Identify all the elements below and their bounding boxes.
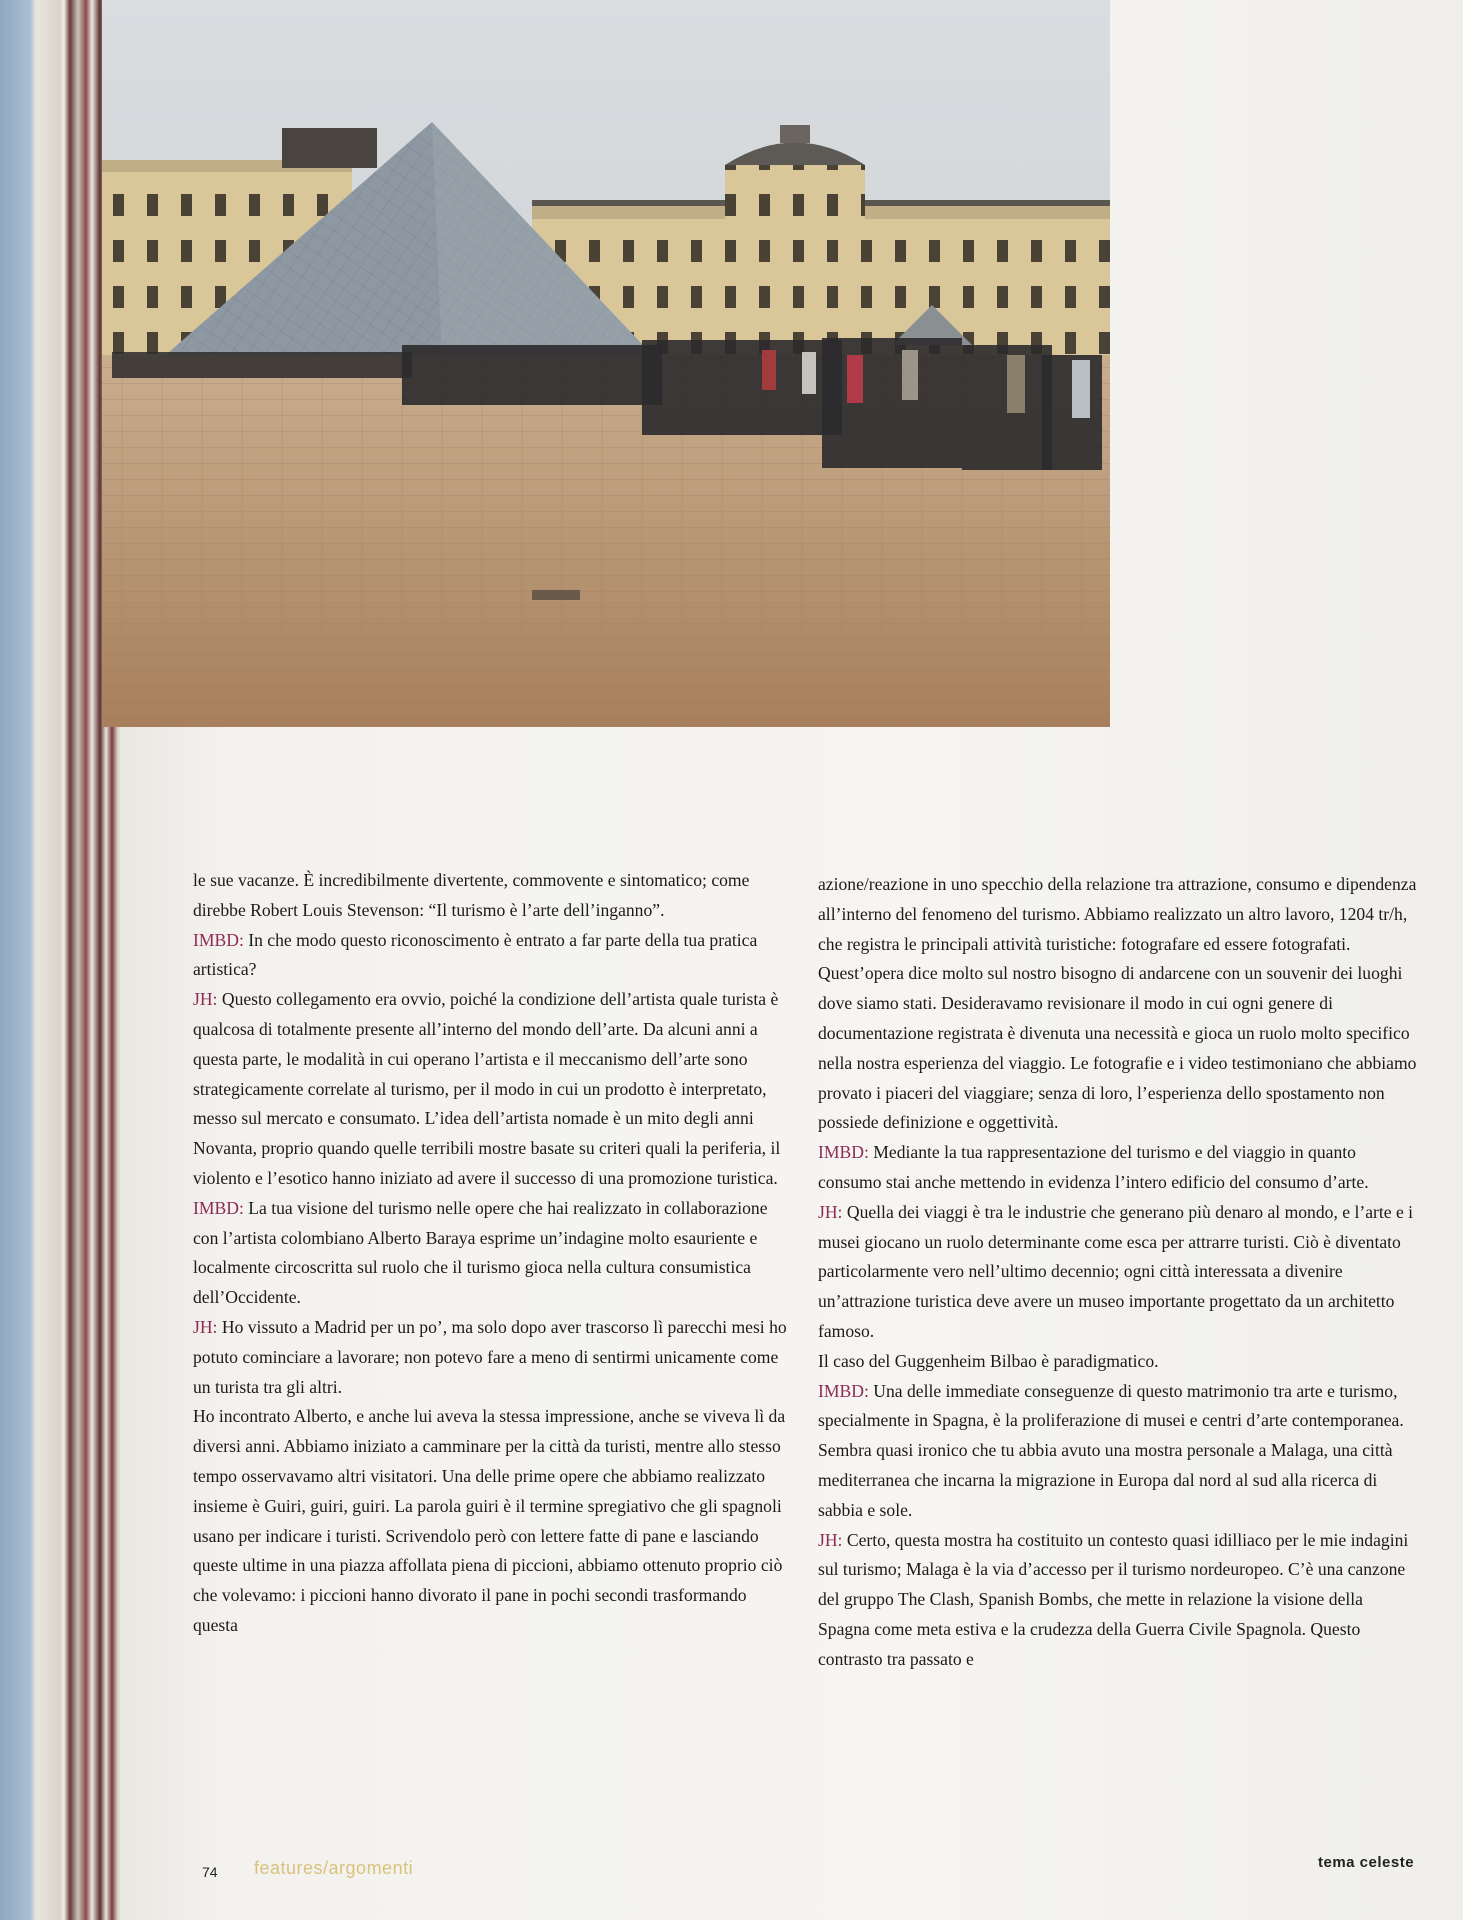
speaker-label: IMBD: — [193, 1197, 244, 1218]
paragraph-text: le sue vacanze. È incredibilmente divertente, commovente e sintomatico; come direbbe Robert Louis Stevenson: “Il turismo è l’arte dell’inganno”. — [193, 870, 750, 920]
speaker-label: IMBD: — [818, 1142, 869, 1163]
paragraph-text: Il caso del Guggenheim Bilbao è paradigmatico. — [818, 1350, 1159, 1371]
section-label: features/argomenti — [254, 1858, 414, 1878]
paragraph — [193, 926, 793, 986]
paragraph-text: Certo, questa mostra ha costituito un contesto quasi idilliaco per le mie indagini sul turismo; Malaga è la via d’accesso per il turismo nordeuropeo. C’è una canzone del gruppo The Clash, Spanish Bombs, che mette in relazione la visione della Spagna come meta estiva e la crudezza della Guerra Civile Spagnola. Questo contrasto tra passato e — [818, 1529, 1409, 1669]
paragraph-text: Mediante la tua rappresentazione del turismo e del viaggio in quanto consumo stai anche mettendo in evidenza l’intero edificio del consumo d’arte. — [818, 1142, 1369, 1192]
page-number: 74 — [202, 1864, 218, 1880]
speaker-label: JH: — [193, 1316, 218, 1337]
speaker-label: JH: — [818, 1201, 843, 1222]
louvre-photo — [102, 0, 1110, 727]
paragraph-text: Ho vissuto a Madrid per un po’, ma solo dopo aver trascorso lì parecchi mesi ho potuto cominciare a lavorare; non potevo fare a meno di sentirmi unicamente come un turista tra gli altri. — [193, 1316, 787, 1397]
paragraph — [193, 866, 793, 926]
paragraph — [818, 1526, 1418, 1675]
speaker-label: JH: — [193, 989, 218, 1010]
paragraph — [193, 985, 793, 1194]
paragraph — [193, 1402, 793, 1640]
paragraph — [193, 1194, 793, 1313]
speaker-label: IMBD: — [818, 1380, 869, 1401]
article-column-right — [818, 870, 1418, 1675]
speaker-label: IMBD: — [193, 929, 244, 950]
paragraph — [193, 1313, 793, 1402]
paragraph-text: Questo collegamento era ovvio, poiché la condizione dell’artista quale turista è qualcosa di totalmente presente all’interno del mondo dell’arte. Da alcuni anni a questa parte, le modalità in cui operano l’artista e il meccanismo dell’arte sono strategicamente correlate al turismo, per il modo in cui un prodotto è interpretato, messo sul mercato e consumato. L’idea dell’artista nomade è un mito degli anni Novanta, proprio quando quelle terribili mostre basate su criteri quali la periferia, il violento e l’esotico hanno iniziato ad avere il successo di una promozione turistica. — [193, 989, 781, 1188]
paragraph — [818, 1377, 1418, 1526]
paragraph-text: In che modo questo riconoscimento è entrato a far parte della tua pratica artistica? — [193, 929, 758, 980]
paragraph-text: Ho incontrato Alberto, e anche lui aveva la stessa impressione, anche se viveva lì da diversi anni. Abbiamo iniziato a camminare per la città da turisti, mentre allo stesso tempo osservavamo altri visitatori. Una delle prime opere che abbiamo realizzato insieme è Guiri, guiri, guiri. La parola guiri è il termine spregiativo che gli spagnoli usano per indicare i turisti. Scrivendolo però con lettere fatte di pane e lasciando queste ultime in una piazza affollata piena di piccioni, abbiamo ottenuto proprio ciò che volevamo: i piccioni hanno divorato il pane in pochi secondi trasformando questa — [193, 1406, 786, 1635]
paragraph — [818, 1347, 1418, 1377]
magazine-name: tema celeste — [1318, 1854, 1415, 1871]
paragraph-text: La tua visione del turismo nelle opere che hai realizzato in collaborazione con l’artista colombiano Alberto Baraya esprime un’indagine molto esauriente e localmente circoscritta sul ruolo che il turismo gioca nella cultura consumistica dell’Occidente. — [193, 1197, 768, 1308]
article-column-left — [193, 866, 793, 1641]
paragraph — [818, 870, 1418, 1138]
paragraph-text: Una delle immediate conseguenze di questo matrimonio tra arte e turismo, specialmente in Spagna, è la proliferazione di musei e centri d’arte contemporanea. Sembra quasi ironico che tu abbia avuto una mostra personale a Malaga, una città mediterranea che incarna la migrazione in Europa dal nord al sud alla ricerca di sabbia e sole. — [818, 1380, 1404, 1520]
paragraph-text: azione/reazione in uno specchio della relazione tra attrazione, consumo e dipendenza all’interno del fenomeno del turismo. Abbiamo realizzato un altro lavoro, 1204 tr/h, che registra le principali attività turistiche: fotografare ed essere fotografati. Quest’opera dice molto sul nostro bisogno di andarcene con un souvenir dei luoghi dove siamo stati. Desideravamo revisionare il modo in cui ogni genere di documentazione registrata è divenuta una necessità e gioca un ruolo molto specifico nella nostra esperienza del viaggio. Le fotografie e i video testimoniano che abbiamo provato i piaceri del viaggiare; senza di loro, l’esperienza dello spostamento non possiede definizione e oggettività. — [818, 874, 1417, 1133]
paragraph — [818, 1198, 1418, 1347]
paragraph-text: Quella dei viaggi è tra le industrie che generano più denaro al mondo, e l’arte e i musei giocano un ruolo determinante come esca per attrarre turisti. Ciò è diventato particolarmente vero nell’ultimo decennio; ogni città interessata a divenire un’attrazione turistica deve avere un museo importante progettato da un architetto famoso. — [818, 1201, 1414, 1341]
paragraph — [818, 1138, 1418, 1198]
speaker-label: JH: — [818, 1529, 843, 1550]
